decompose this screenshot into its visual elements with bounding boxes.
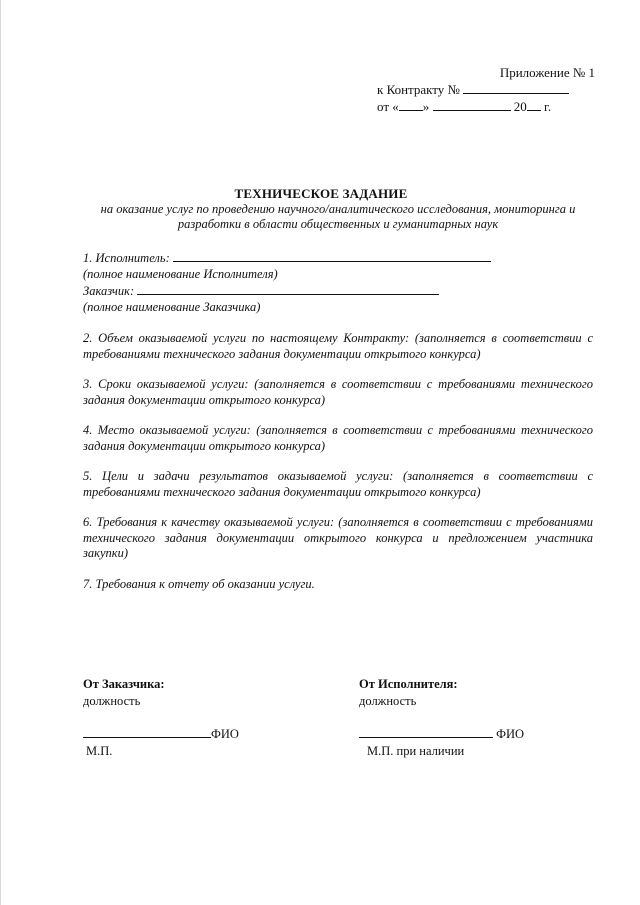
customer-signature-block (83, 676, 303, 760)
customer-side-label: От Заказчика: (83, 677, 165, 691)
year-prefix: 20 (513, 99, 527, 114)
annex-header (377, 64, 603, 115)
customer-hint: (полное наименование Заказчика) (83, 299, 261, 314)
customer-signature-blank[interactable] (83, 725, 211, 738)
document-subtitle: на оказание услуг по проведению научного/аналитического исследования, мониторинга и разработки в области общественных и гуманитарных наук (100, 202, 576, 231)
customer-name-blank[interactable] (137, 282, 439, 295)
executor-signature-blank[interactable] (359, 725, 493, 738)
date-from-label: от « (377, 99, 399, 114)
section-report: 7. Требования к отчету об оказании услуги. (83, 576, 315, 591)
contract-date-line (377, 98, 603, 115)
executor-side-label: От Исполнителя: (359, 677, 458, 691)
contract-label: к Контракту № (377, 82, 460, 97)
contract-number-line (377, 81, 603, 98)
section-terms: 3. Сроки оказываемой услуги: (заполняется в соответствии с требованиями технического задания документации открытого конкурса) (83, 377, 593, 407)
executor-hint: (полное наименование Исполнителя) (83, 266, 278, 281)
year-blank[interactable] (527, 98, 541, 111)
customer-row (83, 282, 593, 300)
customer-fio-row (83, 725, 303, 743)
month-blank[interactable] (433, 98, 511, 111)
section-goals: 5. Цели и задачи результатов оказываемой услуги: (заполняется в соответствии с требованиями технического задания документации открытого конкурса) (83, 469, 593, 499)
contract-number-blank[interactable] (463, 81, 569, 94)
customer-stamp-label: М.П. (86, 744, 113, 758)
section-place: 4. Место оказываемой услуги: (заполняется в соответствии с требованиями технического задания документации открытого конкурса) (83, 423, 593, 453)
executor-fio-label: ФИО (496, 727, 525, 741)
section-quality: 6. Требования к качеству оказываемой услуги: (заполняется в соответствии с требованиями технического задания документации открытого конкурса и предложением участника закупки) (83, 515, 593, 560)
section-volume: 2. Объем оказываемой услуги по настоящему Контракту: (заполняется в соответствии с требованиями технического задания документации открытого конкурса) (83, 331, 593, 361)
executor-fio-row (359, 725, 589, 743)
executor-signature-block (359, 676, 589, 760)
executor-position-label: должность (359, 694, 417, 708)
document-title: ТЕХНИЧЕСКОЕ ЗАДАНИЕ (234, 186, 408, 201)
day-blank[interactable] (399, 98, 423, 111)
executor-stamp-label: М.П. при наличии (367, 744, 465, 758)
annex-number: Приложение № 1 (499, 65, 595, 80)
executor-row (83, 249, 593, 267)
year-suffix: г. (544, 99, 552, 114)
executor-label: 1. Исполнитель: (83, 251, 170, 265)
customer-fio-label: ФИО (211, 727, 239, 741)
date-quote-close: » (422, 99, 430, 114)
customer-position-label: должность (83, 694, 141, 708)
executor-name-blank[interactable] (173, 249, 491, 262)
customer-label: Заказчик: (83, 284, 135, 298)
document-body (83, 249, 593, 592)
